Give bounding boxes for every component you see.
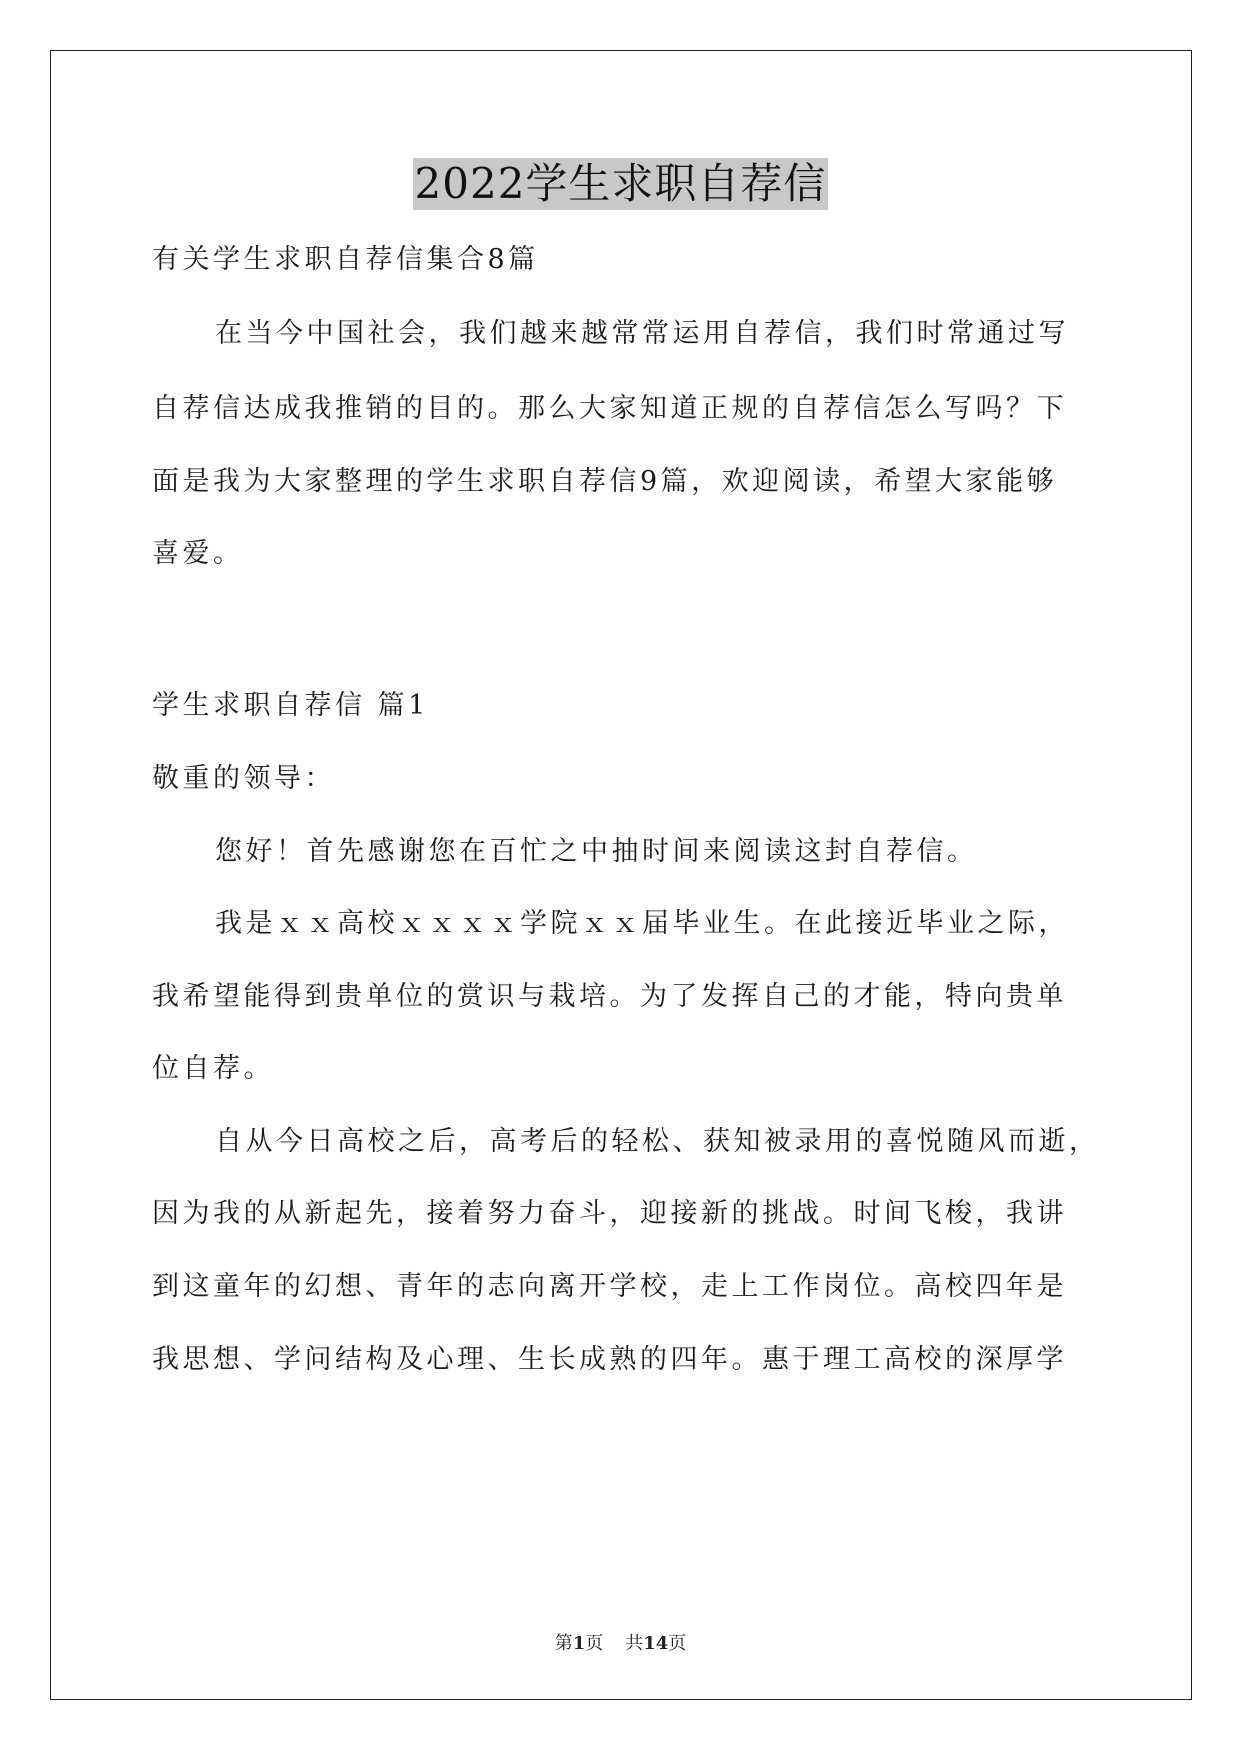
body-line: 位自荐。 (152, 1053, 274, 1084)
page-border (50, 50, 1192, 1700)
intro-line: 自荐信达成我推销的目的。那么大家知道正规的自荐信怎么写吗？下 (152, 393, 1067, 424)
body-line: 我希望能得到贵单位的赏识与栽培。为了发挥自己的才能，特向贵单 (152, 981, 1067, 1012)
body-line: 我是ｘｘ高校ｘｘｘｘ学院ｘｘ届毕业生。在此接近毕业之际， (215, 908, 1069, 939)
total-prefix: 共 (625, 1633, 644, 1654)
total-pages: 14 (643, 1633, 669, 1654)
subtitle: 有关学生求职自荐信集合8篇 (152, 244, 539, 275)
total-unit: 页 (668, 1633, 687, 1654)
page-unit: 页 (585, 1633, 604, 1654)
body-line: 我思想、学问结构及心理、生长成熟的四年。惠于理工高校的深厚学 (152, 1344, 1067, 1375)
page-prefix: 第 (554, 1633, 573, 1654)
salutation: 敬重的领导： (152, 763, 335, 794)
body-line: 自从今日高校之后，高考后的轻松、获知被录用的喜悦随风而逝， (215, 1126, 1100, 1157)
intro-line: 喜爱。 (152, 538, 244, 569)
body-line: 因为我的从新起先，接着努力奋斗，迎接新的挑战。时间飞梭，我讲 (152, 1198, 1067, 1229)
body-line: 到这童年的幻想、青年的志向离开学校，走上工作岗位。高校四年是 (152, 1271, 1067, 1302)
document-title: 2022学生求职自荐信 (414, 159, 827, 208)
body-line: 您好！首先感谢您在百忙之中抽时间来阅读这封自荐信。 (215, 836, 978, 867)
title-container (0, 158, 1241, 210)
section-heading: 学生求职自荐信 篇1 (152, 690, 429, 721)
page-number: 1 (572, 1633, 586, 1654)
intro-line: 在当今中国社会，我们越来越常常运用自荐信，我们时常通过写 (215, 318, 1069, 349)
intro-line: 面是我为大家整理的学生求职自荐信9篇，欢迎阅读，希望大家能够 (152, 466, 1058, 497)
page-footer (0, 1632, 1241, 1656)
